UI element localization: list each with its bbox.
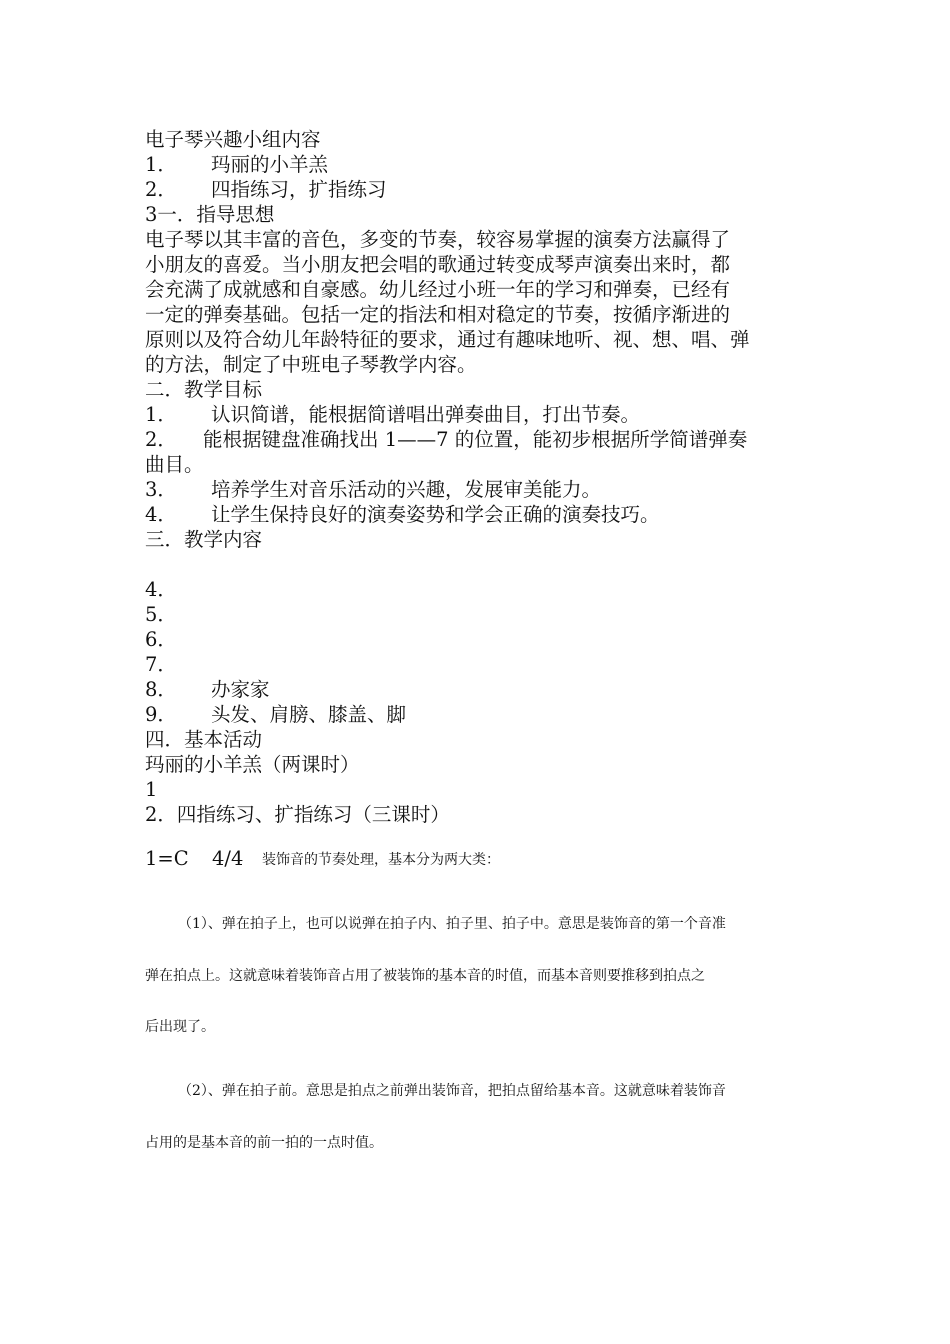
goal-item: 3． 培养学生对音乐活动的兴趣，发展审美能力。	[145, 478, 602, 501]
paragraph-1-line: （1）、弹在拍子上，也可以说弹在拍子内、拍子里、拍子中。意思是装饰音的第一个音准	[178, 916, 726, 932]
paragraph-2-line: 占用的是基本音的前一拍的一点时值。	[145, 1135, 383, 1151]
guiding-text-line: 原则以及符合幼儿年龄特征的要求，通过有趣味地听、视、想、唱、弹	[145, 328, 750, 351]
activity-line: 2．四指练习、扩指练习（三课时）	[145, 803, 450, 826]
intro-item: 1． 玛丽的小羊羔	[145, 153, 329, 176]
content-item: 6．	[145, 628, 177, 651]
guiding-text-line: 会充满了成就感和自豪感。幼儿经过小班一年的学习和弹奏，已经有	[145, 278, 731, 301]
goal-item: 2． 能根据键盘准确找出 1——7 的位置，能初步根据所学简谱弹奏	[145, 428, 748, 451]
guiding-text-line: 电子琴以其丰富的音色，多变的节奏，较容易掌握的演奏方法赢得了	[145, 228, 731, 251]
blank-line	[145, 552, 810, 577]
paragraph-1-line: 弹在拍点上。这就意味着装饰音占用了被装饰的基本音的时值，而基本音则要推移到拍点之	[145, 968, 705, 984]
content-item: 8． 办家家	[145, 678, 270, 701]
goal-item: 4． 让学生保持良好的演奏姿势和学会正确的演奏技巧。	[145, 503, 660, 526]
guiding-text-line: 一定的弹奏基础。包括一定的指法和相对稳定的节奏，按循序渐进的	[145, 303, 731, 326]
decoration-intro: 装饰音的节奏处理，基本分为两大类：	[262, 852, 500, 868]
section-heading-activities: 四．基本活动	[145, 728, 263, 751]
guiding-text-line: 小朋友的喜爱。当小朋友把会唱的歌通过转变成琴声演奏出来时，都	[145, 253, 731, 276]
content-item: 4．	[145, 578, 177, 601]
document-top-block	[145, 127, 810, 827]
paragraph-1-line: 后出现了。	[145, 1019, 215, 1035]
content-item: 7．	[145, 653, 177, 676]
time-signature: 4/4	[212, 847, 244, 870]
intro-item: 2． 四指练习，扩指练习	[145, 178, 387, 201]
document-title: 电子琴兴趣小组内容	[145, 128, 321, 151]
section-heading-guiding: 3一．指导思想	[145, 203, 275, 226]
key-signature: 1=C	[145, 847, 189, 870]
goal-item: 1． 认识简谱，能根据简谱唱出弹奏曲目，打出节奏。	[145, 403, 641, 426]
content-item: 9． 头发、肩膀、膝盖、脚	[145, 703, 407, 726]
paragraph-2-line: （2）、弹在拍子前。意思是拍点之前弹出装饰音，把拍点留给基本音。这就意味着装饰音	[178, 1083, 726, 1099]
section-heading-goals: 二．教学目标	[145, 378, 263, 401]
activity-line: 玛丽的小羊羔（两课时）	[145, 753, 360, 776]
guiding-text-line: 的方法，制定了中班电子琴教学内容。	[145, 353, 477, 376]
activity-line: 1	[145, 778, 158, 801]
section-heading-content: 三．教学内容	[145, 528, 263, 551]
content-item: 5．	[145, 603, 177, 626]
goal-item-continuation: 曲目。	[145, 453, 204, 476]
